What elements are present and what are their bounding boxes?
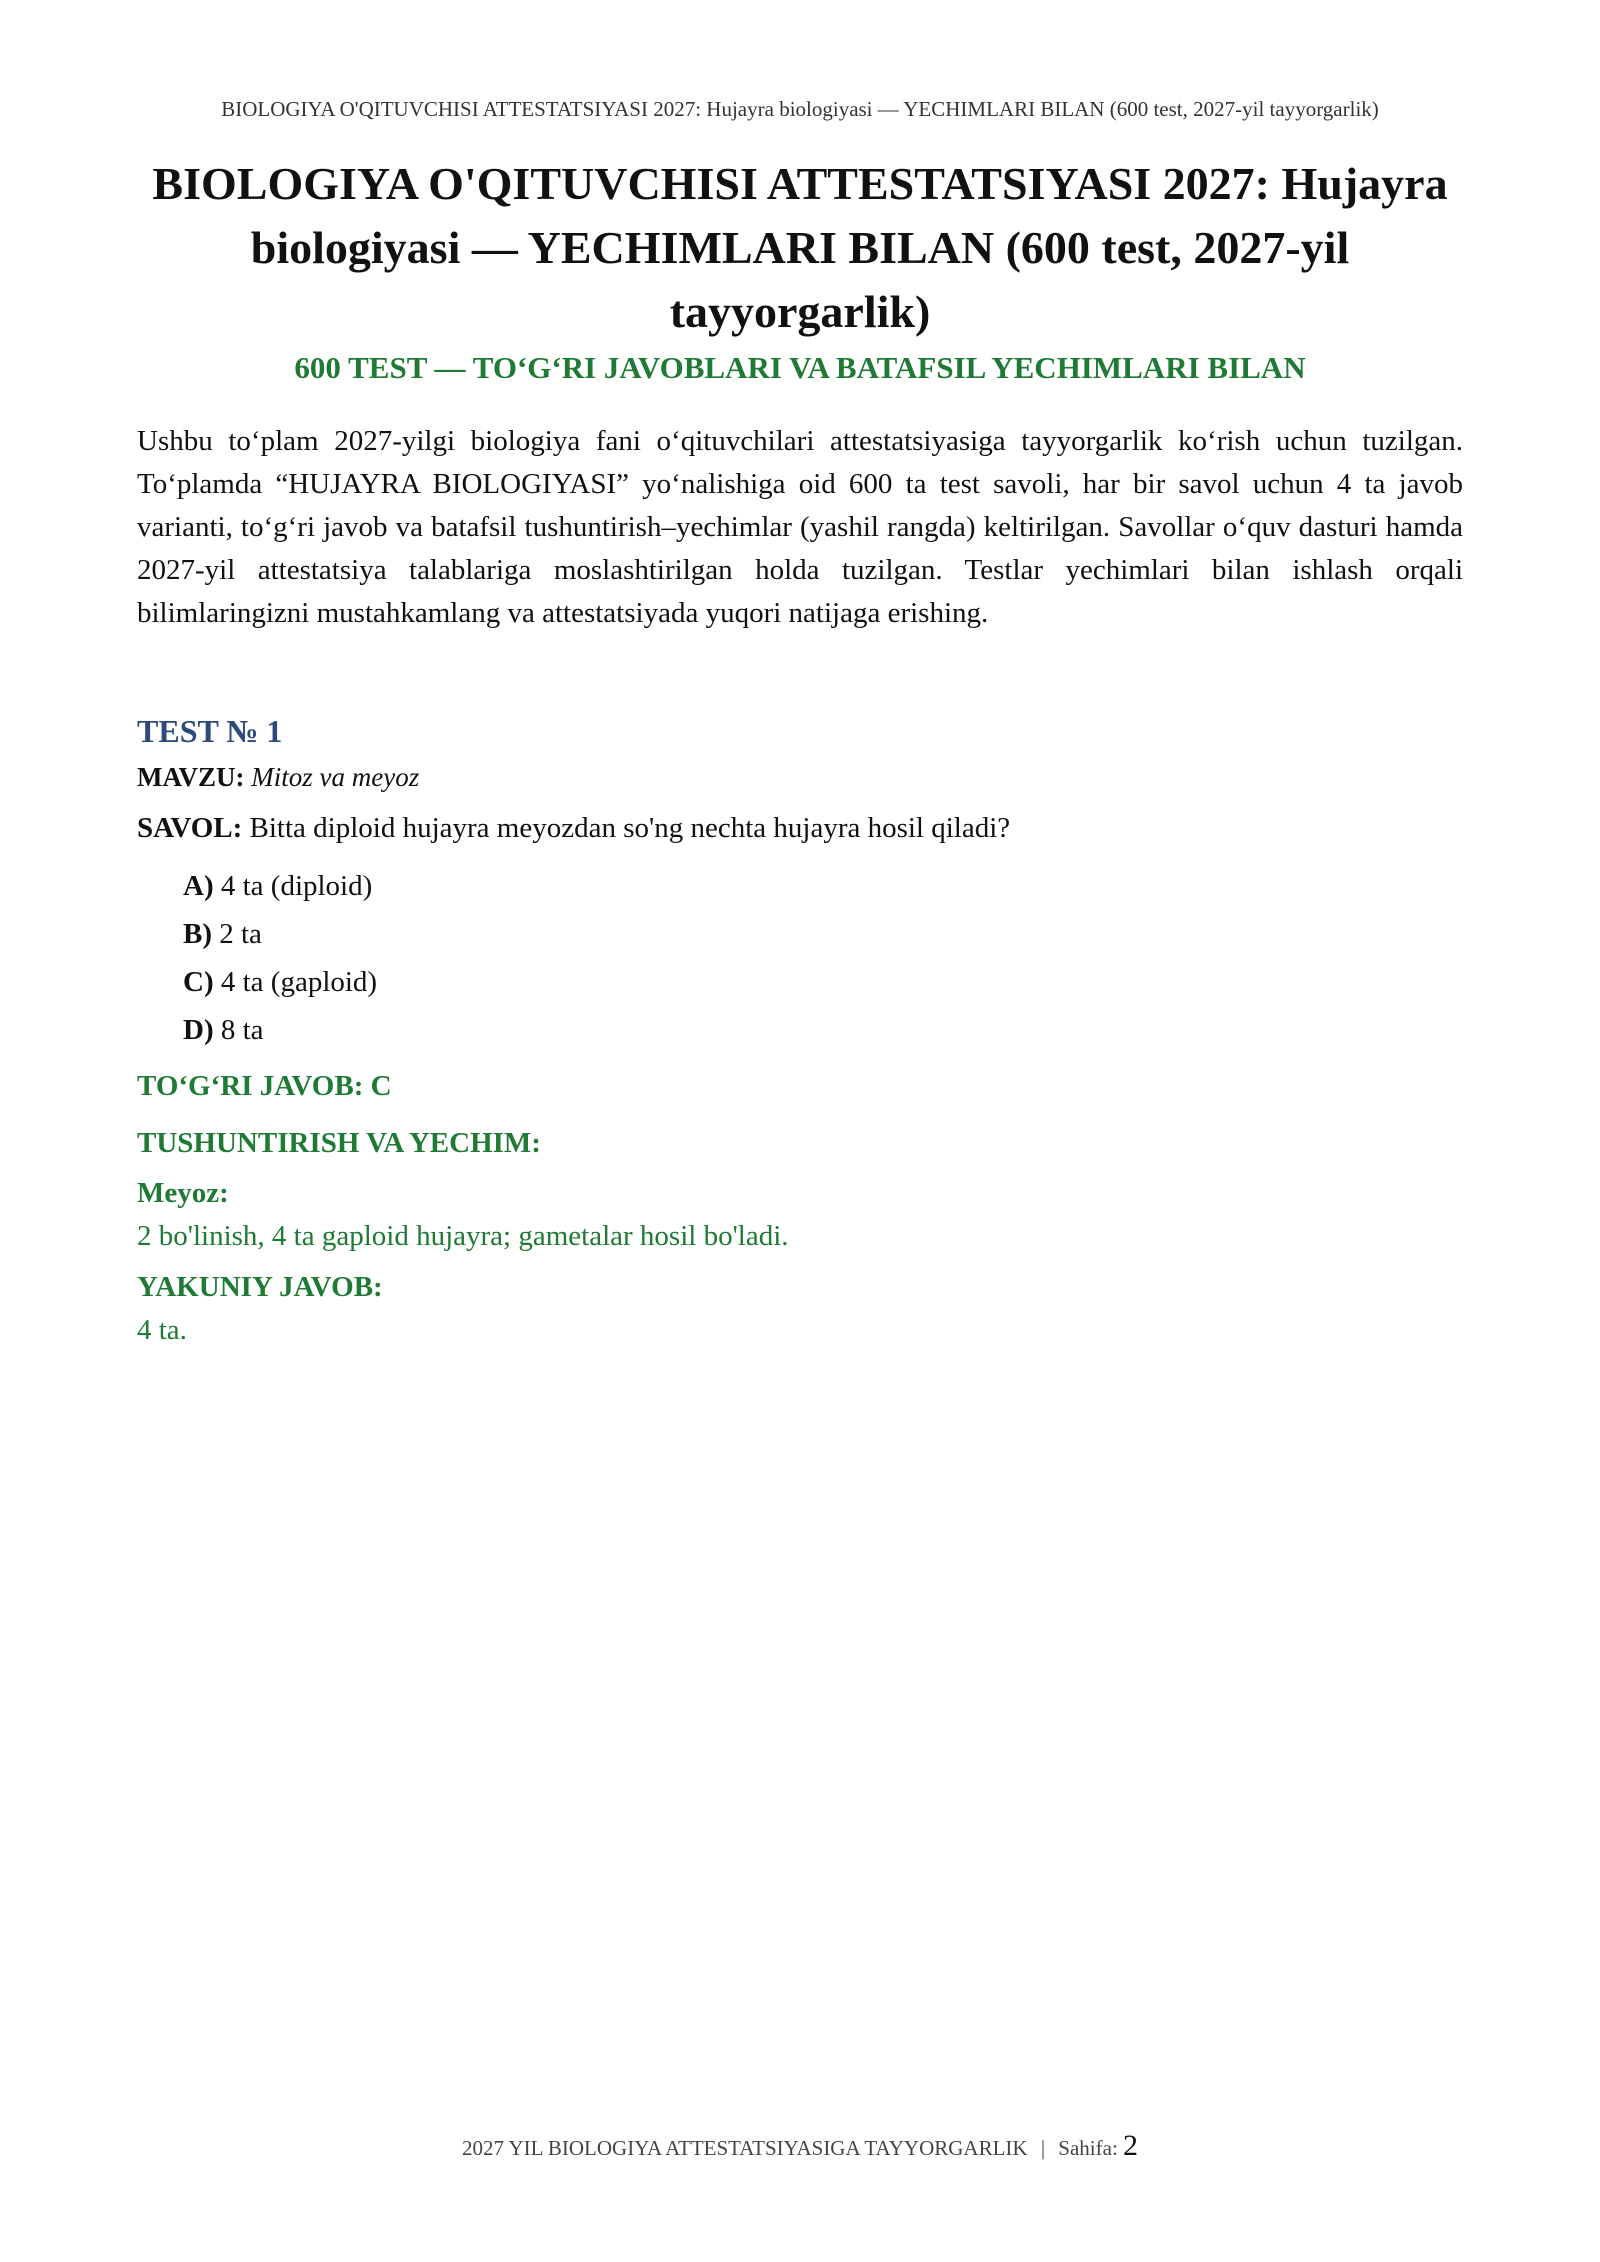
question-text: Bitta diploid hujayra meyozdan so'ng nechta hujayra hosil qiladi? (249, 812, 1011, 844)
footer-page-label: Sahifa: (1058, 2136, 1118, 2160)
running-footer (0, 2130, 1600, 2164)
option-a (183, 862, 1463, 910)
document-title: BIOLOGIYA O'QITUVCHISI ATTESTATSIYASI 2027: Hujayra biologiyasi — YECHIMLARI BILAN (600 test, 2027-yil tayyorgarlik) (152, 158, 1448, 337)
topic-line (137, 758, 1463, 796)
option-b (183, 910, 1463, 958)
intro-paragraph: Ushbu to‘plam 2027-yilgi biologiya fani o‘qituvchilari attestatsiyasiga tayyorgarlik ko‘rish uchun tuzilgan. To‘plamda “HUJAYRA BIOLOGIYASI” yo‘nalishiga oid 600 ta test savoli, har bir savol uchun 4 ta javob varianti, to‘g‘ri javob va batafsil tushuntirish–yechimlar (yashil rangda) keltirilgan. Savollar o‘quv dasturi hamda 2027-yil attestatsiya talablariga moslashtirilgan holda tuzilgan. Testlar yechimlari bilan ishlash orqali bilimlaringizni mustahkamlang va attestatsiyada yuqori natijaga erishing. (137, 425, 1463, 629)
option-text: 4 ta (diploid) (220, 870, 373, 902)
option-letter: C) (183, 966, 214, 998)
test-number-heading: TEST № 1 (137, 713, 283, 749)
final-answer-text: 4 ta. (137, 1314, 187, 1346)
explanation-heading: TUSHUNTIRISH VA YECHIM: (137, 1127, 541, 1159)
footer-separator: | (1040, 2136, 1046, 2160)
option-c (183, 958, 1463, 1006)
question-line (137, 808, 1463, 848)
page-number: 2 (1123, 2129, 1139, 2162)
option-text: 8 ta (220, 1014, 264, 1046)
option-letter: B) (183, 918, 212, 950)
explanation-text: 2 bo'linish, 4 ta gaploid hujayra; gametalar hosil bo'ladi. (137, 1220, 789, 1252)
final-answer-heading: YAKUNIY JAVOB: (137, 1271, 383, 1303)
test-block (137, 710, 1463, 1360)
correct-answer: TO‘G‘RI JAVOB: C (137, 1070, 392, 1102)
option-letter: D) (183, 1014, 214, 1046)
topic-label: MAVZU: (137, 762, 245, 792)
question-label: SAVOL: (137, 812, 243, 844)
footer-text: 2027 YIL BIOLOGIYA ATTESTATSIYASIGA TAYYORGARLIK (461, 2136, 1028, 2160)
topic-value: Mitoz va meyoz (251, 762, 420, 792)
option-d (183, 1006, 1463, 1054)
document-subtitle: 600 TEST — TO‘G‘RI JAVOBLARI VA BATAFSIL YECHIMLARI BILAN (294, 350, 1306, 385)
option-text: 2 ta (219, 918, 262, 950)
running-header: BIOLOGIYA O'QITUVCHISI ATTESTATSIYASI 2027: Hujayra biologiyasi — YECHIMLARI BILAN (600 test, 2027-yil tayyorgarlik) (221, 97, 1379, 121)
answer-options (183, 862, 1463, 1054)
option-text: 4 ta (gaploid) (220, 966, 378, 998)
explanation-subheading: Meyoz: (137, 1177, 229, 1209)
option-letter: A) (183, 870, 214, 902)
